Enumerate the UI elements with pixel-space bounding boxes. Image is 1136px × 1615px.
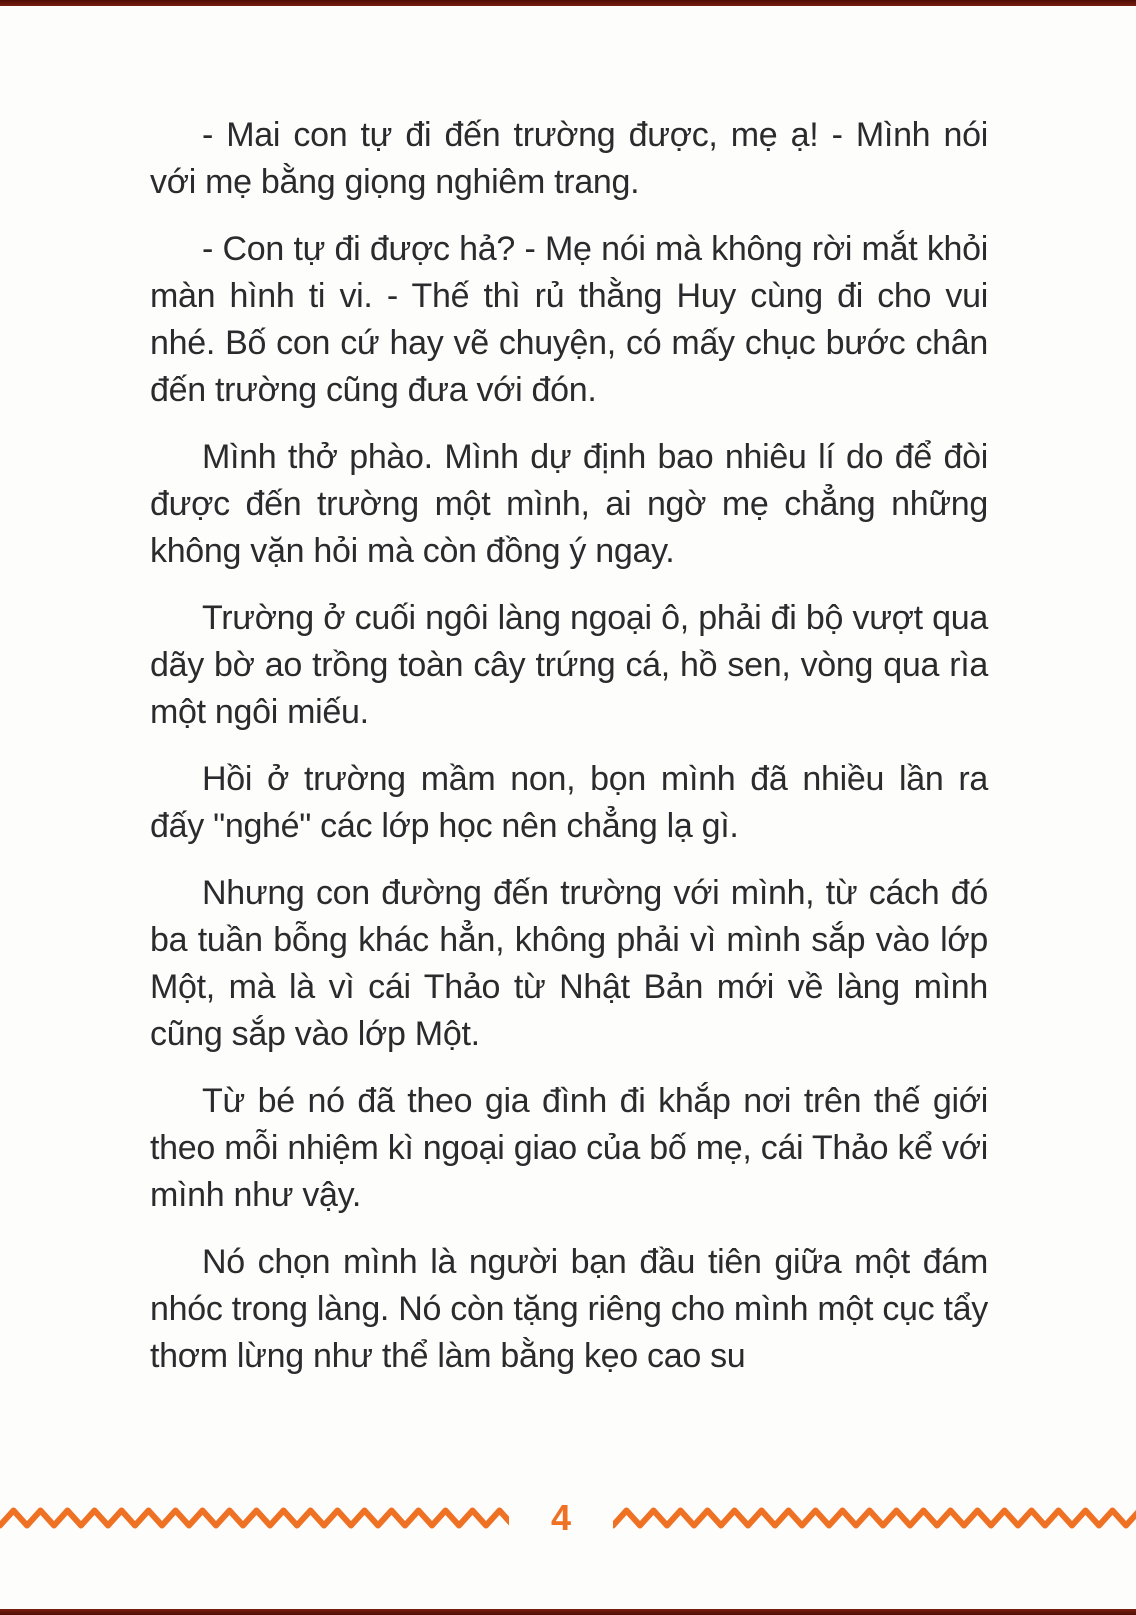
zigzag-divider-right-icon	[613, 1503, 1136, 1533]
page-number: 4	[550, 1497, 572, 1538]
page-footer	[0, 1496, 1136, 1540]
book-cover-top-edge	[0, 0, 1136, 6]
paragraph: Trường ở cuối ngôi làng ngoại ô, phải đi bộ vượt qua dãy bờ ao trồng toàn cây trứng cá, hồ sen, vòng qua rìa một ngôi miếu.	[150, 599, 988, 731]
paragraph: - Mai con tự đi đến trường được, mẹ ạ! - Mình nói với mẹ bằng giọng nghiêm trang.	[150, 116, 988, 201]
paragraph: - Con tự đi được hả? - Mẹ nói mà không rời mắt khỏi màn hình ti vi. - Thế thì rủ thằng Huy cùng đi cho vui nhé. Bố con cứ hay vẽ chuyện, có mấy chục bước chân đến trường cũng đưa với đón.	[150, 230, 988, 409]
paragraph: Mình thở phào. Mình dự định bao nhiêu lí do để đòi được đến trường một mình, ai ngờ mẹ chẳng những không vặn hỏi mà còn đồng ý ngay.	[150, 438, 988, 570]
paragraph: Từ bé nó đã theo gia đình đi khắp nơi trên thế giới theo mỗi nhiệm kì ngoại giao của bố mẹ, cái Thảo kể với mình như vậy.	[150, 1082, 988, 1214]
paragraph: Hồi ở trường mầm non, bọn mình đã nhiều lần ra đấy "nghé" các lớp học nên chẳng lạ gì.	[150, 760, 988, 845]
zigzag-divider-left-icon	[0, 1503, 509, 1533]
paragraph: Nó chọn mình là người bạn đầu tiên giữa một đám nhóc trong làng. Nó còn tặng riêng cho mình một cục tẩy thơm lừng như thể làm bằng kẹo cao su	[150, 1243, 988, 1375]
paragraph: Nhưng con đường đến trường với mình, từ cách đó ba tuần bỗng khác hẳn, không phải vì mình sắp vào lớp Một, mà là vì cái Thảo từ Nhật Bản mới về làng mình cũng sắp vào lớp Một.	[150, 874, 988, 1053]
book-cover-bottom-edge	[0, 1609, 1136, 1615]
story-text-block	[150, 112, 988, 1400]
